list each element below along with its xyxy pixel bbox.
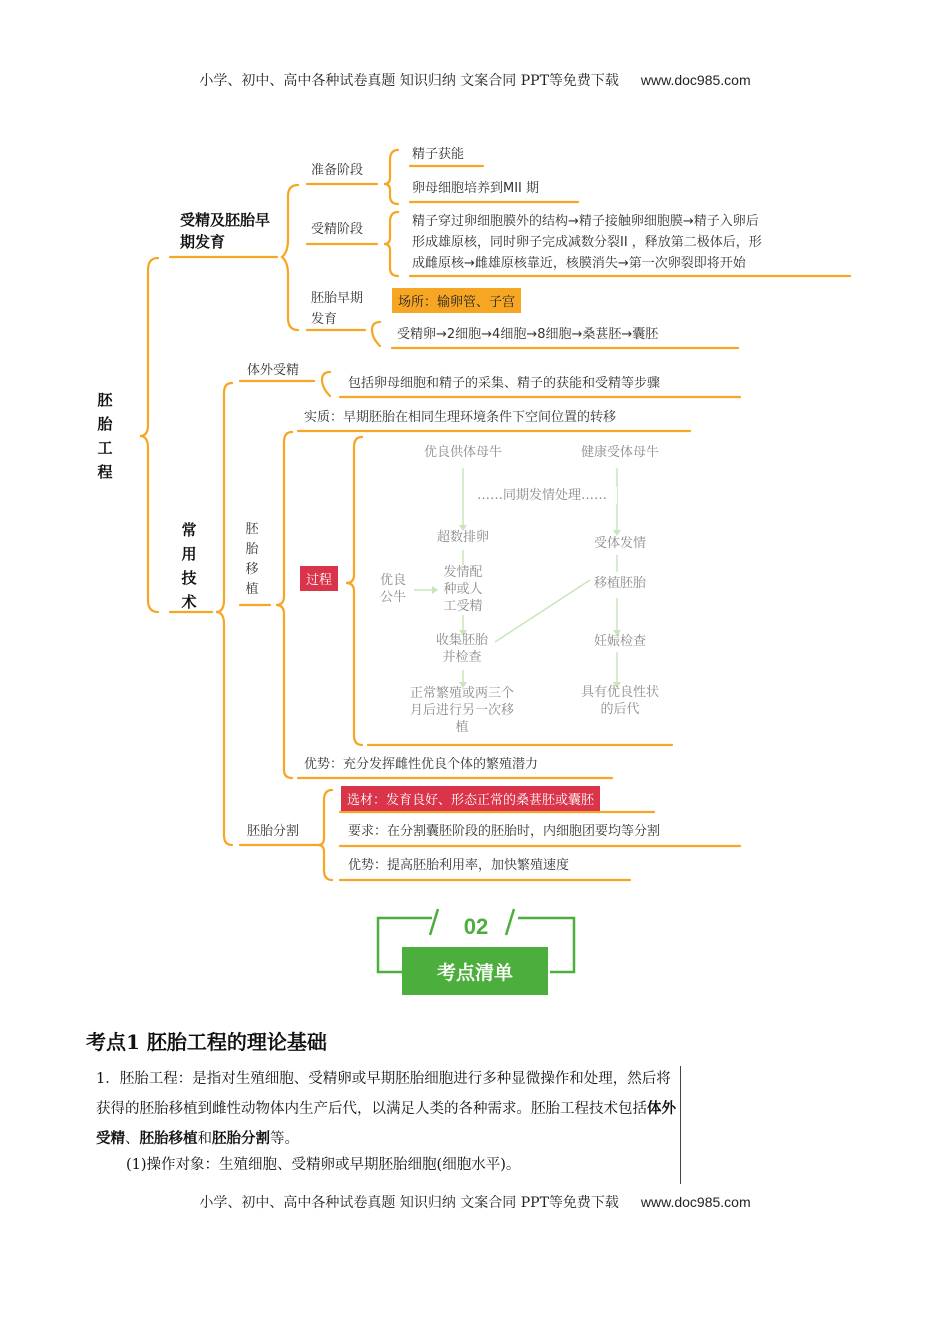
section-paragraph-1: 1．胚胎工程：是指对生殖细胞、受精卵或早期胚胎细胞进行多种显微操作和处理，然后将获得的胚胎移植到雌性动物体内生产后代，以满足人类的各种需求。胚胎工程技术包括体外受精、胚胎移植和胚胎分割等。 xyxy=(96,1071,676,1147)
flow-superovulation: 超数排卵 xyxy=(436,530,489,545)
stage2-line-3: 成雌原核→雌雄原核靠近，核膜消失→第一次卵裂即将开始 xyxy=(412,256,746,271)
split-advantage: 优势：提高胚胎利用率，加快繁殖速度 xyxy=(348,858,570,873)
branch1-brace xyxy=(282,185,298,330)
branch2-label: 常用技术 xyxy=(181,521,197,611)
stage1-item-2: 卵母细胞培养到MII 期 xyxy=(412,181,540,196)
term-ivf: 体外受精 xyxy=(96,1100,676,1147)
section-badge xyxy=(370,905,582,997)
mindmap-root: 胚胎工程 xyxy=(97,391,113,481)
branch1-label: 受精及胚胎早期发育 xyxy=(180,211,271,251)
header-site: www.doc985.com xyxy=(640,72,751,88)
flow-pregnancy: 妊娠检查 xyxy=(593,634,646,649)
root-brace xyxy=(140,258,158,612)
flow-transplant: 移植胚胎 xyxy=(593,576,646,591)
flow-bull: 优良公牛 xyxy=(379,573,406,605)
flow-sync: ……同期发情处理…… xyxy=(467,487,617,504)
term-transfer: 胚胎移植 xyxy=(139,1130,198,1147)
transfer-advantage: 优势：充分发挥雌性优良个体的繁殖潜力 xyxy=(304,757,539,772)
page-footer xyxy=(0,1192,950,1212)
footer-text: 小学、初中、高中各种试卷真题 知识归纳 文案合同 PPT等免费下载 xyxy=(199,1195,619,1211)
badge-number: 02 xyxy=(463,914,489,939)
header-text: 小学、初中、高中各种试卷真题 知识归纳 文案合同 PPT等免费下载 xyxy=(199,73,619,89)
transfer-essence: 实质：早期胚胎在相同生理环境条件下空间位置的转移 xyxy=(304,410,617,425)
flow-offspring: 具有优良性状的后代 xyxy=(580,685,659,717)
transfer-label: 胚胎移植 xyxy=(245,522,259,597)
stage3-label: 胚胎早期发育 xyxy=(311,291,364,327)
split-requirement: 要求：在分割囊胚阶段的胚胎时，内细胞团要均等分割 xyxy=(348,824,661,839)
term-split: 胚胎分割 xyxy=(212,1130,270,1147)
stage1-item-1: 精子获能 xyxy=(412,147,465,162)
flow-donor: 优良供体母牛 xyxy=(423,445,502,460)
stage1-label: 准备阶段 xyxy=(311,163,364,178)
split-material-tag: 选材：发育良好、形态正常的桑葚胚或囊胚 xyxy=(341,786,600,811)
stage2-label: 受精阶段 xyxy=(311,222,364,237)
stage3-place-tag: 场所：输卵管、子宫 xyxy=(392,288,521,313)
flow-mating: 发情配种或人工受精 xyxy=(443,565,483,614)
flow-recipient: 健康受体母牛 xyxy=(580,445,659,460)
flow-recipient-estrus: 受体发情 xyxy=(593,536,646,551)
stage2-line-2: 形成雄原核，同时卵子完成减数分裂II ，释放第二极体后，形 xyxy=(412,235,762,250)
flow-collect: 收集胚胎并检查 xyxy=(435,633,488,665)
badge-label: 考点清单 xyxy=(436,962,514,984)
ivf-label: 体外受精 xyxy=(247,363,300,378)
section-title: 考点1 胚胎工程的理论基础 xyxy=(86,1030,327,1054)
ivf-desc: 包括卵母细胞和精子的采集、精子的获能和受精等步骤 xyxy=(348,376,661,391)
stage2-line-1: 精子穿过卵细胞膜外的结构→精子接触卵细胞膜→精子入卵后 xyxy=(412,214,759,229)
flow-next: 正常繁殖或两三个月后进行另一次移植 xyxy=(409,686,514,735)
section-paragraph-2: (1)操作对象：生殖细胞、受精卵或早期胚胎细胞(细胞水平)。 xyxy=(126,1157,521,1173)
footer-site: www.doc985.com xyxy=(640,1194,751,1210)
process-tag: 过程 xyxy=(300,566,338,591)
split-label: 胚胎分割 xyxy=(247,824,300,839)
stage3-sequence: 受精卵→2细胞→4细胞→8细胞→桑葚胚→囊胚 xyxy=(397,327,659,342)
